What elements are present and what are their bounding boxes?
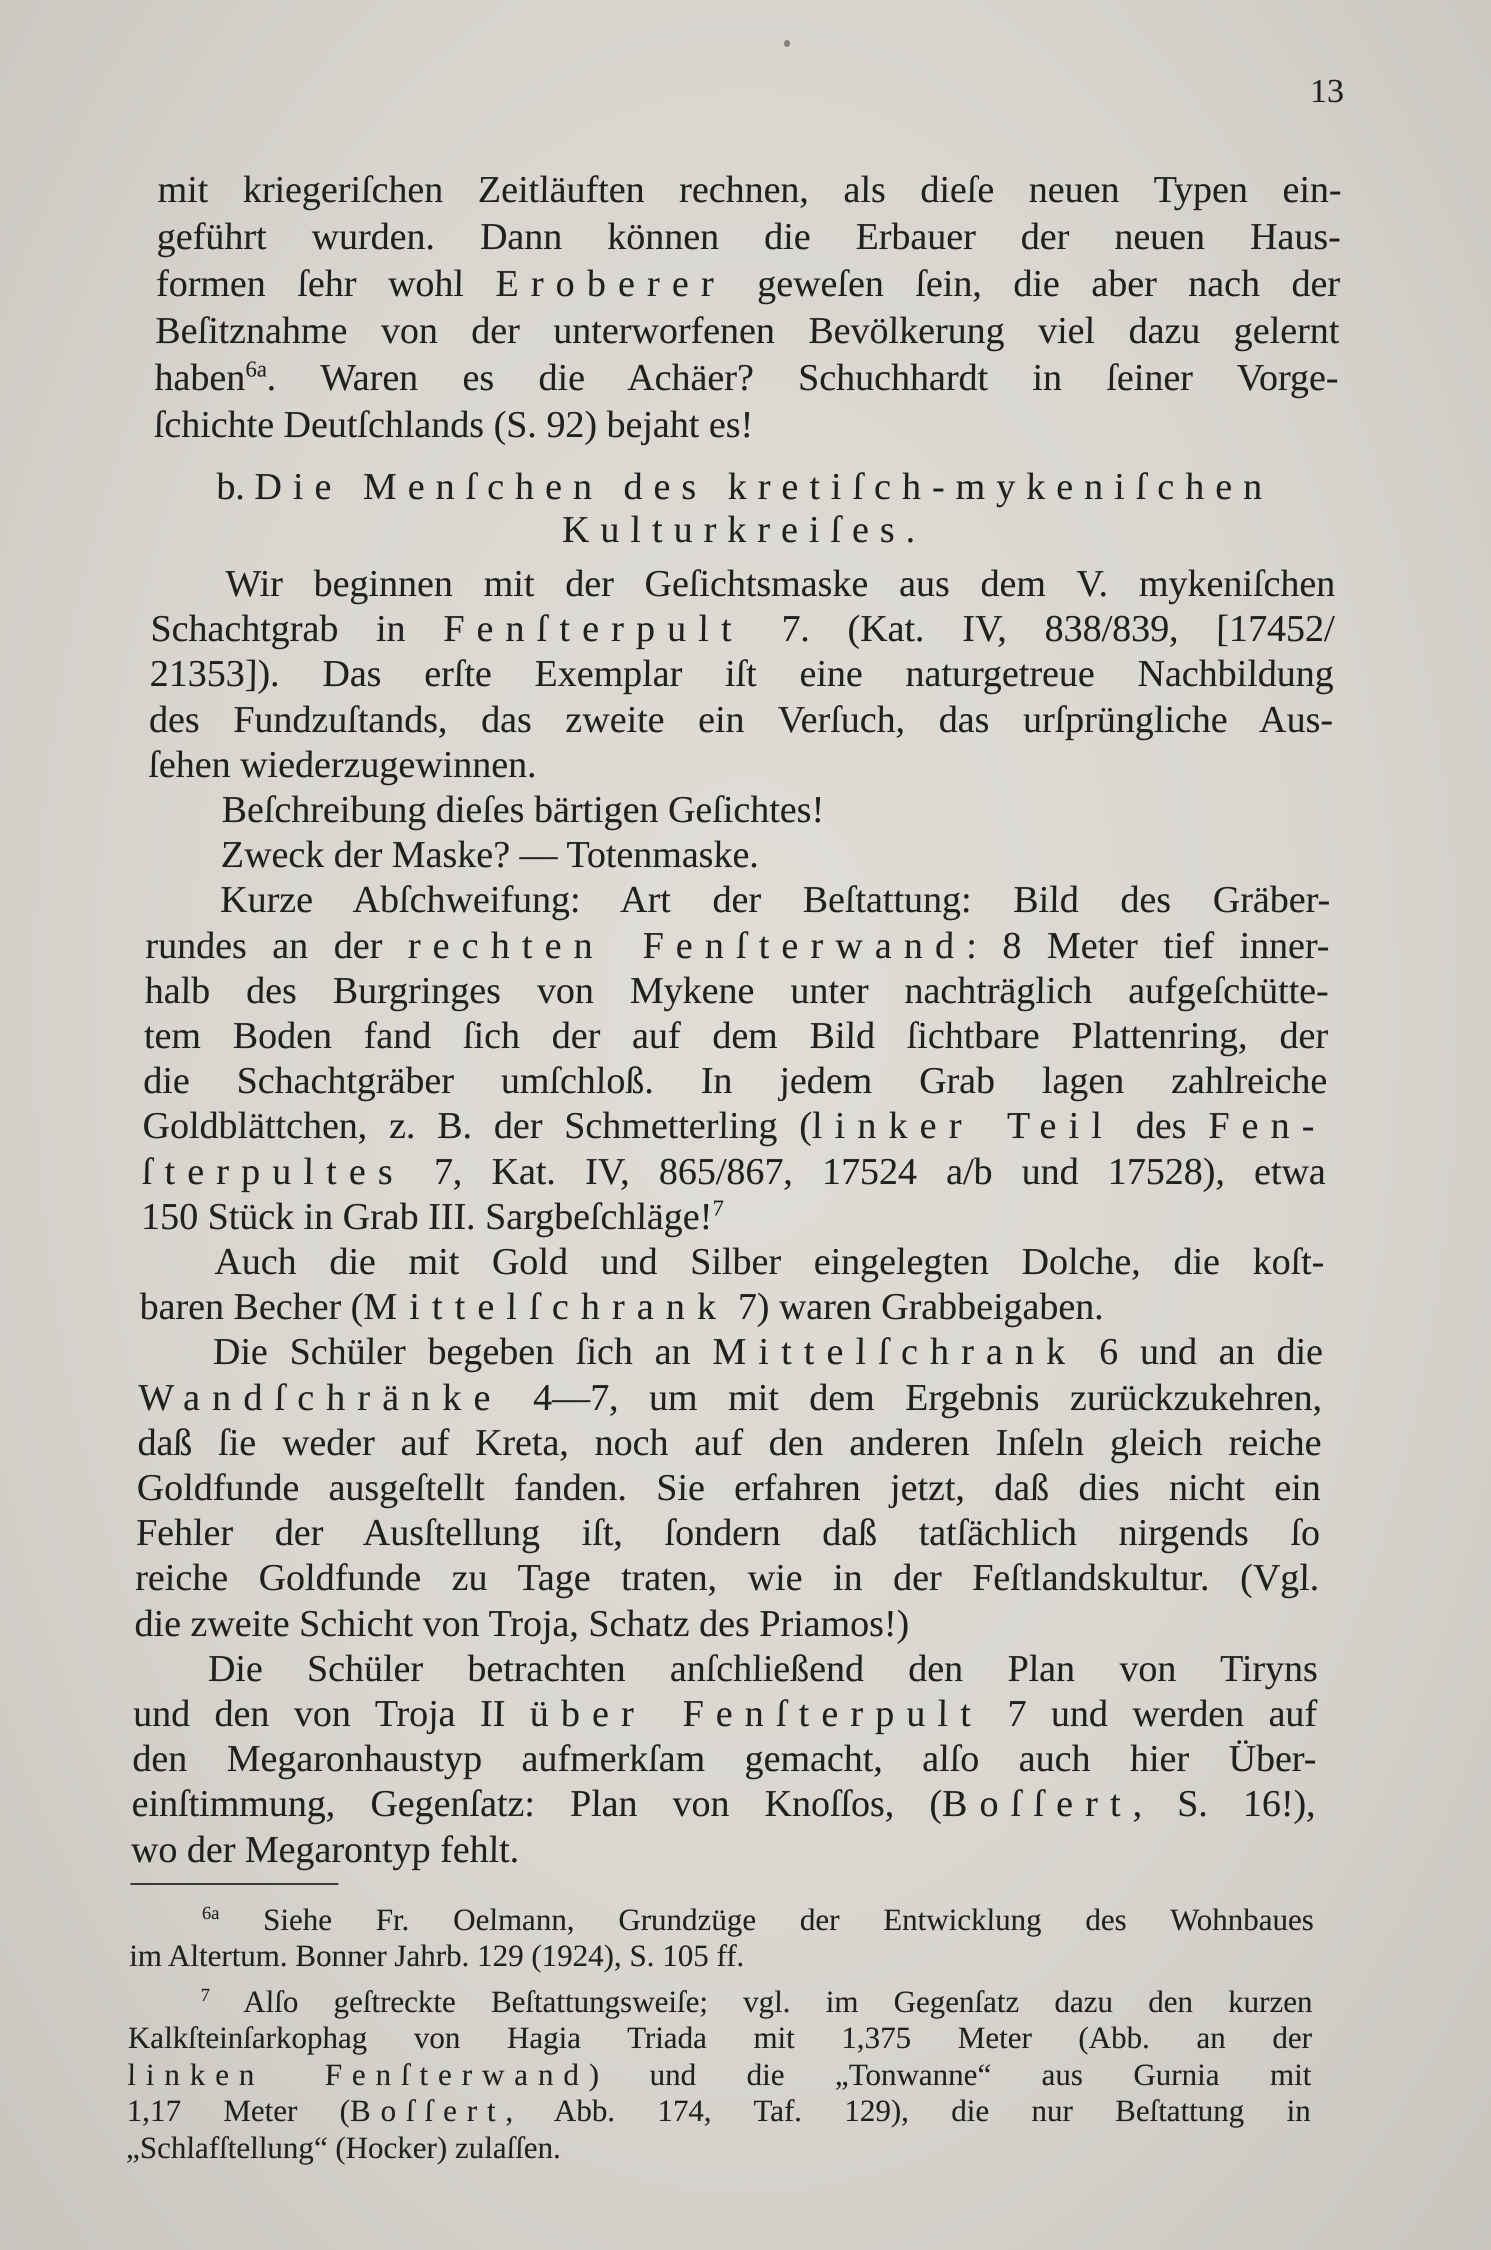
text-run: Die Schüler begeben ſich an (212, 1331, 713, 1374)
text-run: im Altertum. Bonner Jahrb. 129 (1924), S. 105 ff. (128, 1938, 745, 1974)
page-number: 13 (1310, 73, 1344, 110)
text-line (144, 1014, 1329, 1059)
text-line (139, 1285, 1324, 1330)
footnote-marker: 6a (201, 1902, 220, 1924)
text-line (141, 1150, 1326, 1195)
text-run: „Schlafſtellung“ (Hocker) zulaſſen. (125, 2129, 562, 2165)
text-line (154, 355, 1339, 402)
text-run: geführt wurden. Dann können die Erbauer der neuen Haus- (156, 216, 1342, 258)
text-run: 1,17 Meter ( (126, 2093, 351, 2129)
text-line (156, 214, 1341, 261)
paragraph-gesichtsmaske (148, 562, 1336, 788)
text-line (145, 924, 1330, 969)
text-line (148, 743, 1333, 788)
spaced-emphasis: Fenſterpult (442, 608, 745, 651)
text-run: baren Becher ( (139, 1286, 364, 1329)
text-run: reiche Goldfunde zu Tage traten, wie in der Feſtlandskultur. (Vgl. (134, 1557, 1320, 1600)
text-line (147, 833, 1332, 878)
spaced-emphasis: Boſſert (941, 1783, 1134, 1826)
text-run: Die Schüler betrachten anſchließend den Plan von Tiryns (207, 1647, 1319, 1690)
text-line (147, 788, 1332, 833)
text-run: , Abb. 174, Taf. 129), die nur Beſtattung in (505, 2093, 1312, 2129)
text-run: die zweite Schicht von Troja, Schatz des Priamos!) (134, 1602, 910, 1645)
text-line (136, 1466, 1321, 1511)
text-line (130, 1902, 1315, 1939)
text-line (149, 652, 1334, 697)
text-run: Zweck der Maske? — Totenmaske. (220, 834, 760, 877)
text-line (157, 167, 1342, 214)
text-run: Alſo geſtreckte Beſtattungsweiſe; vgl. im Gegenſatz dazu den kurzen (209, 1983, 1313, 2019)
text-run: Beſitznahme von der unterworfenen Bevölkerung viel dazu gelernt (155, 310, 1340, 352)
text-run: 7. (Kat. IV, 838/839, [17452/ (743, 608, 1335, 651)
text-run: . Waren es die Achäer? Schuchhardt in ſeiner Vorge- (266, 357, 1339, 399)
text-run: 150 Stück in Grab III. Sargbeſchläge! (140, 1195, 713, 1238)
text-run: 7) waren Grabbeigaben. (727, 1286, 1105, 1329)
text-run: 6 und an die (1077, 1331, 1324, 1374)
text-line (156, 261, 1341, 308)
text-run: 7 und werden auf (982, 1693, 1318, 1736)
text-run: Beſchreibung dieſes bärtigen Geſichtes! (221, 789, 825, 832)
footnote-7 (126, 1984, 1313, 2167)
text-line (128, 2020, 1313, 2057)
spaced-emphasis: Kulturkreiſes. (561, 509, 927, 551)
text-line (132, 1737, 1317, 1782)
spaced-emphasis: ſterpultes (141, 1150, 406, 1193)
text-line (140, 1240, 1325, 1285)
text-run: Schachtgrab in (150, 608, 444, 651)
footnote-rule (130, 1883, 338, 1885)
text-line (146, 878, 1331, 923)
spaced-emphasis: linker Teil (811, 1105, 1115, 1148)
text-line (153, 402, 1338, 449)
text-line (151, 562, 1336, 607)
text-run: formen ſehr wohl (155, 263, 496, 305)
text-line (153, 466, 1338, 509)
text-run: Kalkſteinſarkophag von Hagia Triada mit 1,375 Meter (Abb. an der (127, 2020, 1313, 2056)
text-run: wo der Megarontyp fehlt. (130, 1828, 520, 1871)
paragraph-continuation (153, 167, 1342, 449)
scan-speck (784, 40, 790, 47)
text-run: ſchichte Deutſchlands (S. 92) bejaht es! (153, 404, 754, 446)
text-run: 7, Kat. IV, 865/867, 17524 a/b und 17528), etwa (404, 1150, 1327, 1193)
text-run: Fehler der Ausſtellung iſt, ſondern daß tatſächlich nirgends ſo (135, 1512, 1321, 1555)
paragraph-goldfunde (134, 1330, 1323, 1646)
text-line (126, 2130, 1311, 2167)
text-run: Auch die mit Gold und Silber eingelegten Dolche, die koſt- (214, 1241, 1325, 1284)
spaced-emphasis: linken Fenſterwand (127, 2056, 590, 2092)
text-run: rundes an der (145, 924, 409, 967)
spaced-emphasis: Eroberer (495, 263, 727, 305)
spaced-emphasis: Fen- (1207, 1105, 1327, 1148)
spaced-emphasis: Mittelſchrank (712, 1331, 1078, 1374)
text-line (133, 1692, 1318, 1737)
text-run: ſehen wiederzugewinnen. (148, 743, 538, 786)
paragraph-dolche (139, 1240, 1324, 1330)
spaced-emphasis: Mittelſchrank (362, 1286, 729, 1329)
text-run: ) und die „Tonwanne“ aus Gurnia mit (588, 2056, 1312, 2092)
spaced-emphasis: Die Menſchen des kretiſch-mykeniſchen (254, 466, 1274, 508)
section-heading (152, 466, 1337, 552)
text-line (144, 969, 1329, 1014)
text-line (127, 2057, 1312, 2094)
text-run: Goldfunde ausgeſtellt fanden. Sie erfahren jetzt, daß dies nicht ein (136, 1467, 1322, 1510)
paragraph-beschreibung (147, 788, 1332, 833)
text-run: Goldblättchen, z. B. der Schmetterling ( (142, 1105, 813, 1148)
text-line (134, 1647, 1319, 1692)
paragraph-abschweifung (141, 878, 1331, 1240)
text-line (135, 1556, 1320, 1601)
text-line (138, 1376, 1323, 1421)
text-line (149, 698, 1334, 743)
text-line (141, 1195, 1326, 1240)
text-run: , S. 16!), (1132, 1783, 1317, 1826)
spaced-emphasis: Boſſert (349, 2093, 506, 2129)
text-run: die Schachtgräber umſchloß. In jedem Grab lagen zahlreiche (142, 1060, 1328, 1103)
spaced-emphasis: über Fenſterpult (529, 1693, 984, 1736)
text-line (143, 1059, 1328, 1104)
text-line (155, 308, 1340, 355)
footnote-6a (129, 1902, 1314, 1975)
text-line (137, 1421, 1322, 1466)
text-run: und den von Troja II (132, 1693, 531, 1736)
spaced-emphasis: Wandſchränke (137, 1376, 503, 1419)
text-run: mit kriegeriſchen Zeitläuften rechnen, als dieſe neuen Typen ein- (157, 169, 1342, 211)
paragraph-megaron (131, 1647, 1319, 1873)
text-run: haben (154, 357, 246, 399)
text-run: Kurze Abſchweifung: Art der Beſtattung: Bild des Gräber- (219, 879, 1331, 922)
text-line (131, 1782, 1316, 1827)
text-run: geweſen ſein, die aber nach der (725, 263, 1341, 305)
text-run: des Fundzuſtands, das zweite ein Verſuch, das urſprüngliche Aus- (148, 698, 1334, 741)
footnote-marker: 7 (200, 1984, 211, 2006)
spaced-emphasis: rechten Fenſterwand (407, 924, 967, 967)
text-line (134, 1602, 1319, 1647)
text-line (126, 2093, 1311, 2130)
text-line (139, 1330, 1324, 1375)
text-run: 4—7, um mit dem Ergebnis zurückzukehren, (502, 1376, 1323, 1419)
text-run: den Megaronhaustyp aufmerkſam gemacht, alſo auch hier Über- (132, 1738, 1317, 1781)
text-line (129, 1938, 1314, 1975)
text-column (126, 167, 1342, 2166)
text-run: einſtimmung, Gegenſatz: Plan von Knoſſos, ( (131, 1783, 943, 1826)
text-line (131, 1828, 1316, 1873)
text-run: b. (216, 466, 255, 508)
text-run: daß ſie weder auf Kreta, noch auf den anderen Inſeln gleich reiche (137, 1421, 1322, 1464)
text-run: halb des Burgringes von Mykene unter nachträglich aufgeſchütte- (144, 969, 1330, 1012)
footnote-marker: 7 (712, 1195, 725, 1221)
text-run: 21353]). Das erſte Exemplar iſt eine naturgetreue Nachbildung (149, 653, 1335, 696)
text-line (152, 509, 1337, 552)
paragraph-zweck (147, 833, 1332, 878)
text-run: tem Boden fand ſich der auf dem Bild ſichtbare Plattenring, der (143, 1015, 1329, 1058)
text-run: des (1113, 1105, 1209, 1148)
footnote-marker: 6a (245, 356, 268, 382)
text-line (128, 1984, 1313, 2021)
text-line (136, 1511, 1321, 1556)
text-run: : 8 Meter tief inner- (965, 924, 1330, 967)
text-line (142, 1104, 1327, 1149)
text-run: Wir beginnen mit der Geſichtsmaske aus dem V. mykeniſchen (224, 563, 1336, 605)
text-run: Siehe Fr. Oelmann, Grundzüge der Entwicklung des Wohnbaues (219, 1901, 1315, 1937)
text-line (150, 607, 1335, 652)
